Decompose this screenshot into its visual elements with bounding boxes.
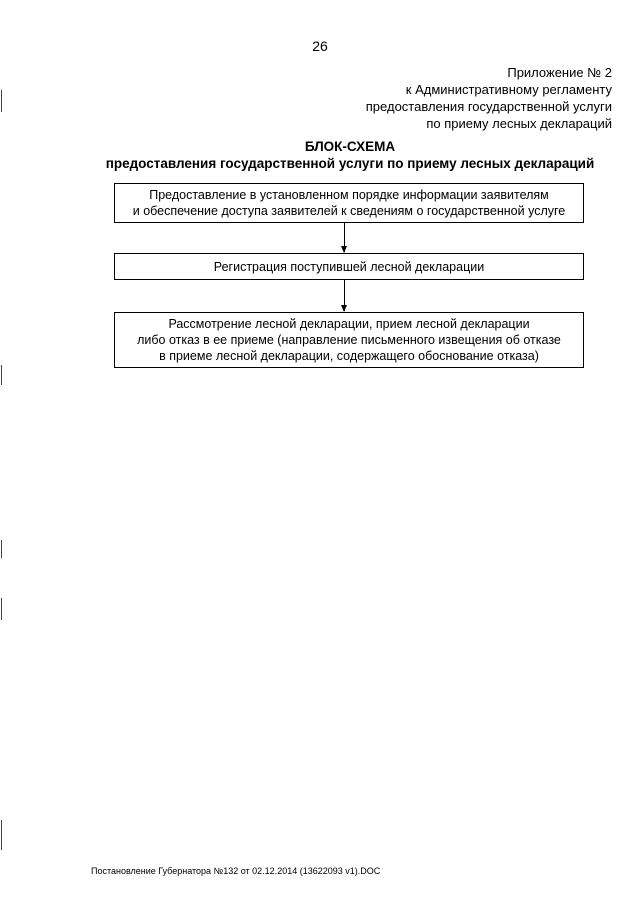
step-text-line: Рассмотрение лесной декларации, прием лесной декларации	[168, 317, 530, 331]
flowchart-step-1	[114, 183, 584, 223]
step-text-line: либо отказ в ее приеме (направление письменного извещения об отказе	[137, 333, 561, 347]
step-text-line: в приеме лесной декларации, содержащего обоснование отказа)	[159, 349, 539, 363]
appendix-line: предоставления государственной услуги	[365, 99, 612, 114]
title-subtitle: предоставления государственной услуги по приему лесных деклараций	[105, 156, 595, 171]
footer-document-reference: Постановление Губернатора №132 от 02.12.2014 (13622093 v1).DOC	[91, 866, 381, 876]
flowchart-step-2	[114, 253, 584, 280]
document-title	[0, 138, 640, 172]
step-text-line: Предоставление в установленном порядке информации заявителям	[149, 188, 549, 202]
title-main: БЛОК-СХЕМА	[304, 139, 396, 154]
scan-edge-mark	[1, 90, 2, 112]
appendix-line: к Административному регламенту	[405, 82, 612, 97]
scan-edge-mark	[1, 540, 2, 558]
flowchart-step-3	[114, 312, 584, 368]
scan-edge-mark	[1, 598, 2, 620]
appendix-line: по приему лесных деклараций	[426, 116, 612, 131]
step-text-line: и обеспечение доступа заявителей к сведениям о государственной услуге	[132, 204, 566, 218]
appendix-line: Приложение № 2	[507, 65, 612, 80]
step-text-line: Регистрация поступившей лесной декларации	[213, 259, 485, 274]
appendix-header	[366, 64, 612, 132]
flow-arrow-1	[344, 223, 345, 252]
flow-arrow-2	[344, 280, 345, 311]
scan-edge-mark	[1, 365, 2, 385]
scan-edge-mark	[1, 820, 2, 850]
page-number: 26	[312, 38, 328, 54]
